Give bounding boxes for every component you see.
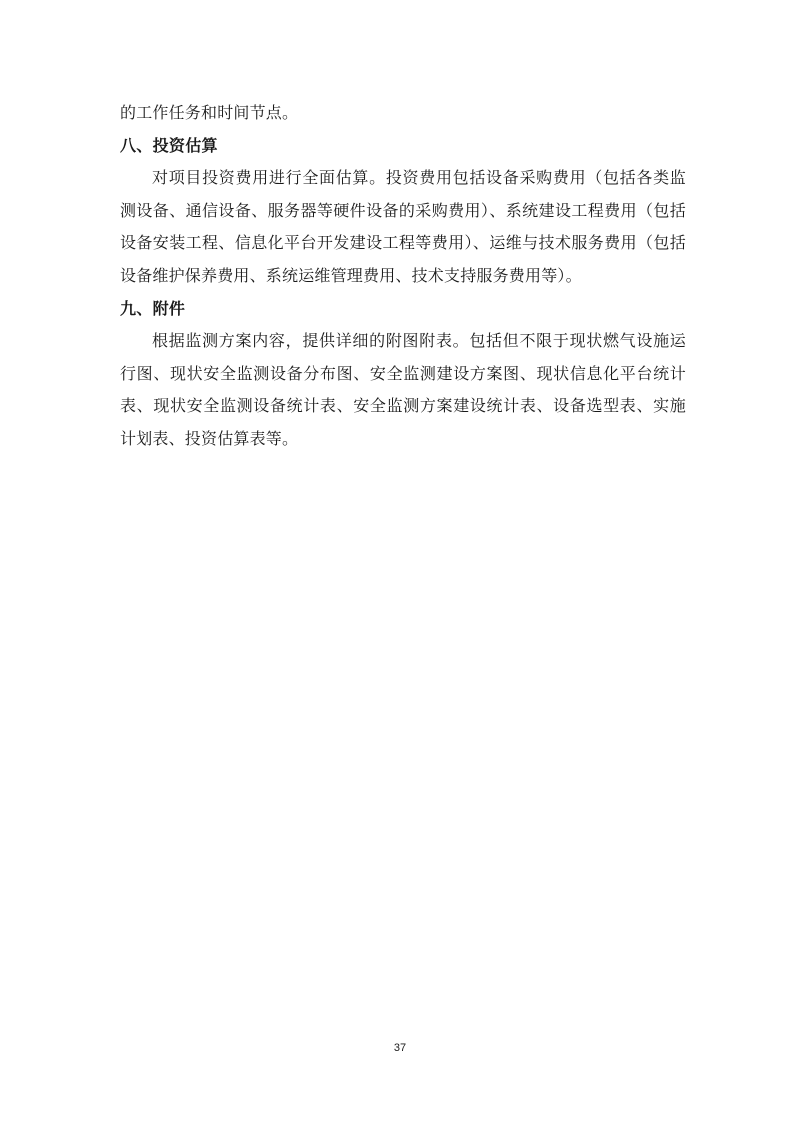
- continuation-paragraph: 的工作任务和时间节点。: [120, 103, 299, 122]
- section-heading-investment-estimate: 八、投资估算: [120, 135, 218, 155]
- investment-estimate-paragraph: 对项目投资费用进行全面估算。投资费用包括设备采购费用（包括各类监测设备、通信设备、服务器等硬件设备的采购费用）、系统建设工程费用（包括设备安装工程、信息化平台开发建设工程等费用）、运维与技术服务费用（包括设备维护保养费用、系统运维管理费用、技术支持服务费用等）。: [120, 168, 686, 285]
- page-number: 37: [393, 1042, 407, 1054]
- attachments-paragraph: 根据监测方案内容，提供详细的附图附表。包括但不限于现状燃气设施运行图、现状安全监测设备分布图、安全监测建设方案图、现状信息化平台统计表、现状安全监测设备统计表、安全监测方案建设统计表、设备选型表、实施计划表、投资估算表等。: [120, 331, 686, 448]
- page-content: [120, 97, 686, 456]
- section-heading-attachments: 九、附件: [120, 298, 186, 318]
